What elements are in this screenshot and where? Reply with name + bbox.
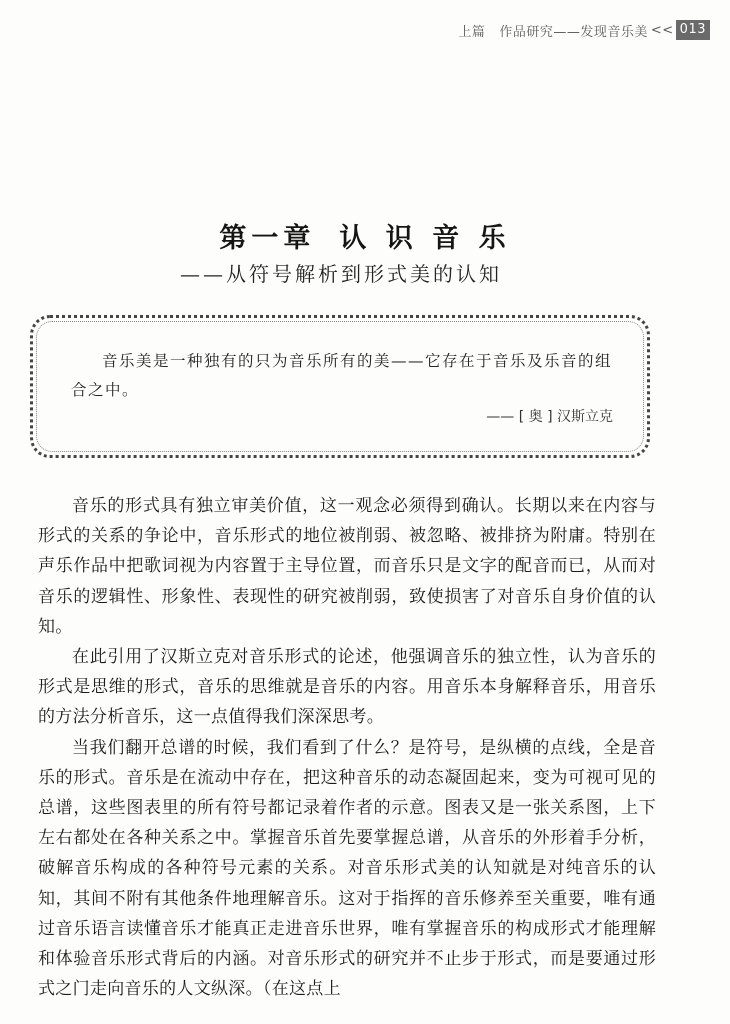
header-part-label: 上篇: [458, 24, 486, 40]
chapter-number: 第一章: [219, 223, 316, 254]
chapter-title: [0, 216, 730, 255]
body-paragraph: 在此引用了汉斯立克对音乐形式的论述，他强调音乐的独立性，认为音乐的形式是思维的形式，音乐的思维就是音乐的内容。用音乐本身解释音乐，用音乐的方法分析音乐，这一点值得我们深深思考。: [38, 647, 656, 728]
double-chevron-left-icon: <<: [650, 22, 674, 38]
chapter-name: 认 识 音 乐: [339, 223, 511, 254]
header-section-title: 作品研究——发现音乐美: [499, 24, 648, 40]
epigraph-box: [30, 315, 650, 458]
chapter-subtitle: ——从符号解析到形式美的认知: [180, 262, 502, 286]
body-paragraph: 当我们翻开总谱的时候，我们看到了什么？是符号，是纵横的点线，全是音乐的形式。音乐是在流动中存在，把这种音乐的动态凝固起来，变为可视可见的总谱，这些图表里的所有符号都记录着作者的示意。图表又是一张关系图，上下左右都处在各种关系之中。掌握音乐首先要掌握总谱，从音乐的外形着手分析，破解音乐构成的各种符号元素的关系。对音乐形式美的认知就是对纯音乐的认知，其间不附有其他条件地理解音乐。这对于指挥的音乐修养至关重要，唯有通过音乐语言读懂音乐才能真正走进音乐世界，唯有掌握音乐的构成形式才能理解和体验音乐形式背后的内涵。对音乐形式的研究并不止步于形式，而是要通过形式之门走向音乐的人文纵深。（在这点上: [38, 737, 656, 1000]
running-header: [458, 20, 710, 40]
epigraph-quote: 音乐美是一种独有的只为音乐所有的美——它存在于音乐及乐音的组合之中。: [71, 352, 613, 399]
body-paragraph: 音乐的形式具有独立审美价值，这一观念必须得到确认。长期以来在内容与形式的关系的争论中，音乐形式的地位被削弱、被忽略、被排挤为附庸。特别在声乐作品中把歌词视为内容置于主导位置，而音乐只是文字的配音而已，从而对音乐的逻辑性、形象性、表现性的研究被削弱，致使损害了对音乐自身价值的认知。: [38, 496, 656, 637]
epigraph-attribution: —— [ 奥 ] 汉斯立克: [486, 409, 613, 425]
page-number: 013: [676, 20, 710, 40]
body-text: [38, 491, 656, 1004]
